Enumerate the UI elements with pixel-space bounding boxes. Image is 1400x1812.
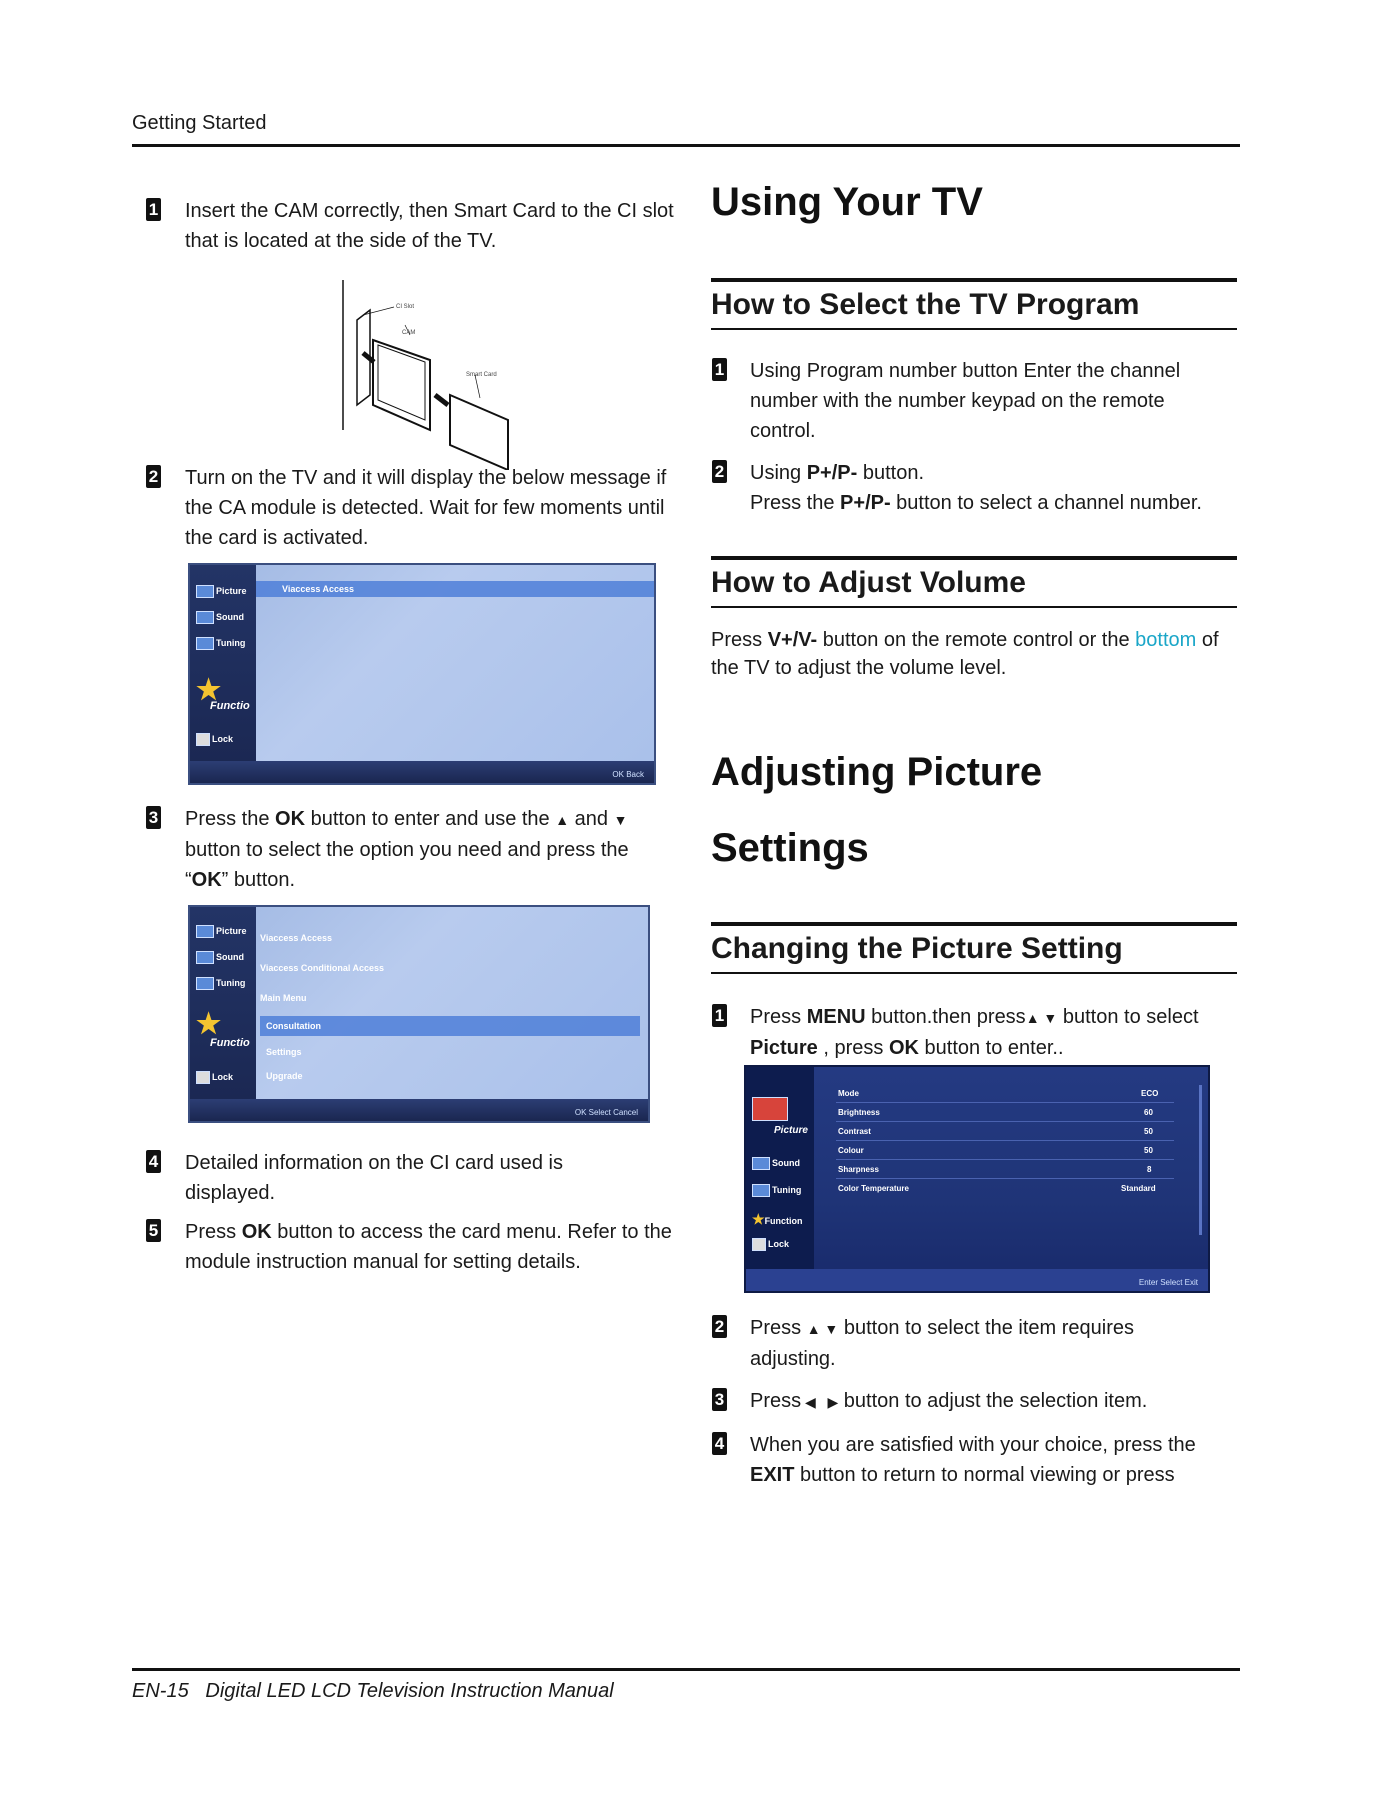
page-title: Settings (711, 826, 869, 870)
section-heading: How to Adjust Volume (711, 566, 1026, 599)
star-icon: ★ (196, 674, 222, 705)
section-heading: How to Select the TV Program (711, 288, 1140, 321)
volume-text: Press V+/V- button on the remote control or the bottom of the TV to adjust the volume level. (711, 629, 1219, 679)
up-arrow-icon: ▲ ▼ (1025, 1010, 1058, 1026)
step-text: Press ◀ ▶ button to adjust the selection item. (750, 1390, 1148, 1412)
ci-slot-label: CI Slot (396, 304, 415, 310)
tv-bottom-bar: Enter Select Exit (746, 1269, 1208, 1291)
ci-menu-item: Upgrade (266, 1071, 303, 1081)
page-title: Adjusting Picture (711, 750, 1043, 794)
footer-rule (132, 1668, 1240, 1671)
section-heading-box (711, 278, 1237, 330)
section-header: Getting Started (132, 112, 267, 134)
setting-value: ECO (1141, 1089, 1159, 1098)
step-text: When you are satisfied with your choice, press the EXIT button to return to normal viewing or press (750, 1434, 1196, 1486)
step-number: 2 (146, 465, 161, 488)
step-text: Using Program number button Enter the channel number with the number keypad on the remote control. (750, 360, 1181, 442)
sound-icon (196, 951, 214, 964)
setting-label: Brightness (838, 1108, 880, 1117)
menu-item: Viaccess Access (282, 584, 355, 594)
step-text: Press ▲ ▼ button to select the item requires adjusting. (750, 1317, 1135, 1370)
section-heading: Changing the Picture Setting (711, 932, 1123, 965)
tv-screen-picture-menu (744, 1065, 1210, 1293)
tv-side-menu: Picture Sound Tuning ★ Functio Lock (190, 907, 256, 1099)
step-number: 3 (146, 806, 161, 829)
star-icon: ★ (196, 1008, 222, 1039)
step-number: 2 (712, 1315, 727, 1338)
setting-label: Color Temperature (838, 1184, 909, 1193)
smart-card-label: Smart Card (466, 372, 497, 378)
bottom-link[interactable]: bottom (1135, 629, 1197, 651)
step-number: 1 (712, 358, 727, 381)
step-text: Press the OK button to enter and use the ▲ and ▼ button to select the option you need and press the “OK” button. (185, 808, 629, 891)
step-text: Using P+/P- button. Press the P+/P- button to select a channel number. (750, 462, 1202, 514)
ci-menu-item: Viaccess Access (260, 933, 333, 943)
step-text: Press MENU button.then press▲ ▼ button to select Picture , press OK button to enter.. (750, 1006, 1199, 1059)
tv-side-menu: Picture Sound Tuning ★Function Lock (746, 1067, 814, 1269)
setting-label: Sharpness (838, 1165, 879, 1174)
header-rule (132, 144, 1240, 147)
page-title: Using Your TV (711, 180, 983, 224)
tuning-icon (196, 637, 214, 650)
tv-screen-ca-detected (188, 563, 656, 785)
tv-screen-ci-menu (188, 905, 650, 1123)
setting-value: 60 (1144, 1108, 1153, 1117)
up-arrow-icon: ▲ (555, 812, 570, 828)
tv-bottom-bar: OK Select Cancel (190, 1099, 648, 1121)
star-icon: ★ (752, 1211, 765, 1227)
step-number: 2 (712, 460, 727, 483)
manual-title: Digital LED LCD Television Instruction Manual (205, 1680, 614, 1702)
lock-icon (196, 733, 210, 746)
setting-value: 50 (1144, 1127, 1153, 1136)
ci-menu-item: Settings (266, 1047, 302, 1057)
up-down-arrow-icon: ▲ ▼ (806, 1321, 839, 1337)
lock-icon (752, 1238, 766, 1251)
sound-icon (196, 611, 214, 624)
step-text: Detailed information on the CI card used is displayed. (185, 1152, 563, 1204)
step-number: 1 (146, 198, 161, 221)
left-right-arrow-icon: ◀ ▶ (801, 1394, 839, 1410)
tv-side-menu: Picture Sound Tuning ★ Functio Lock (190, 565, 256, 761)
section-heading-box (711, 922, 1237, 974)
step-text: Press OK button to access the card menu. Refer to the module instruction manual for setting details. (185, 1221, 672, 1273)
setting-value: 8 (1147, 1165, 1152, 1174)
setting-label: Contrast (838, 1127, 871, 1136)
step-number: 3 (712, 1388, 727, 1411)
page-number: EN-15 (132, 1680, 189, 1702)
setting-value: 50 (1144, 1146, 1153, 1155)
cam-insertion-diagram (330, 280, 530, 470)
ci-menu-item: Main Menu (260, 993, 307, 1003)
picture-icon (752, 1097, 788, 1121)
picture-icon (196, 585, 214, 598)
step-number: 1 (712, 1004, 727, 1027)
ci-menu-item: Viaccess Conditional Access (260, 963, 385, 973)
tuning-icon (196, 977, 214, 990)
scrollbar[interactable] (1199, 1085, 1202, 1235)
tuning-icon (752, 1184, 770, 1197)
ci-menu-item: Consultation (266, 1021, 321, 1031)
lock-icon (196, 1071, 210, 1084)
step-number: 5 (146, 1219, 161, 1242)
tv-bottom-bar: OK Back (190, 761, 654, 783)
setting-label: Colour (838, 1146, 864, 1155)
step-number: 4 (146, 1150, 161, 1173)
sound-icon (752, 1157, 770, 1170)
picture-icon (196, 925, 214, 938)
down-arrow-icon: ▼ (613, 812, 628, 828)
cam-label: CAM (402, 330, 416, 336)
footer (132, 1680, 614, 1703)
setting-label: Mode (838, 1089, 859, 1098)
step-text: Insert the CAM correctly, then Smart Card to the CI slot that is located at the side of the TV. (185, 200, 674, 252)
step-text: Turn on the TV and it will display the below message if the CA module is detected. Wait for few moments until the card is activated. (185, 467, 667, 549)
section-heading-box (711, 556, 1237, 608)
setting-value: Standard (1121, 1184, 1156, 1193)
step-number: 4 (712, 1432, 727, 1455)
